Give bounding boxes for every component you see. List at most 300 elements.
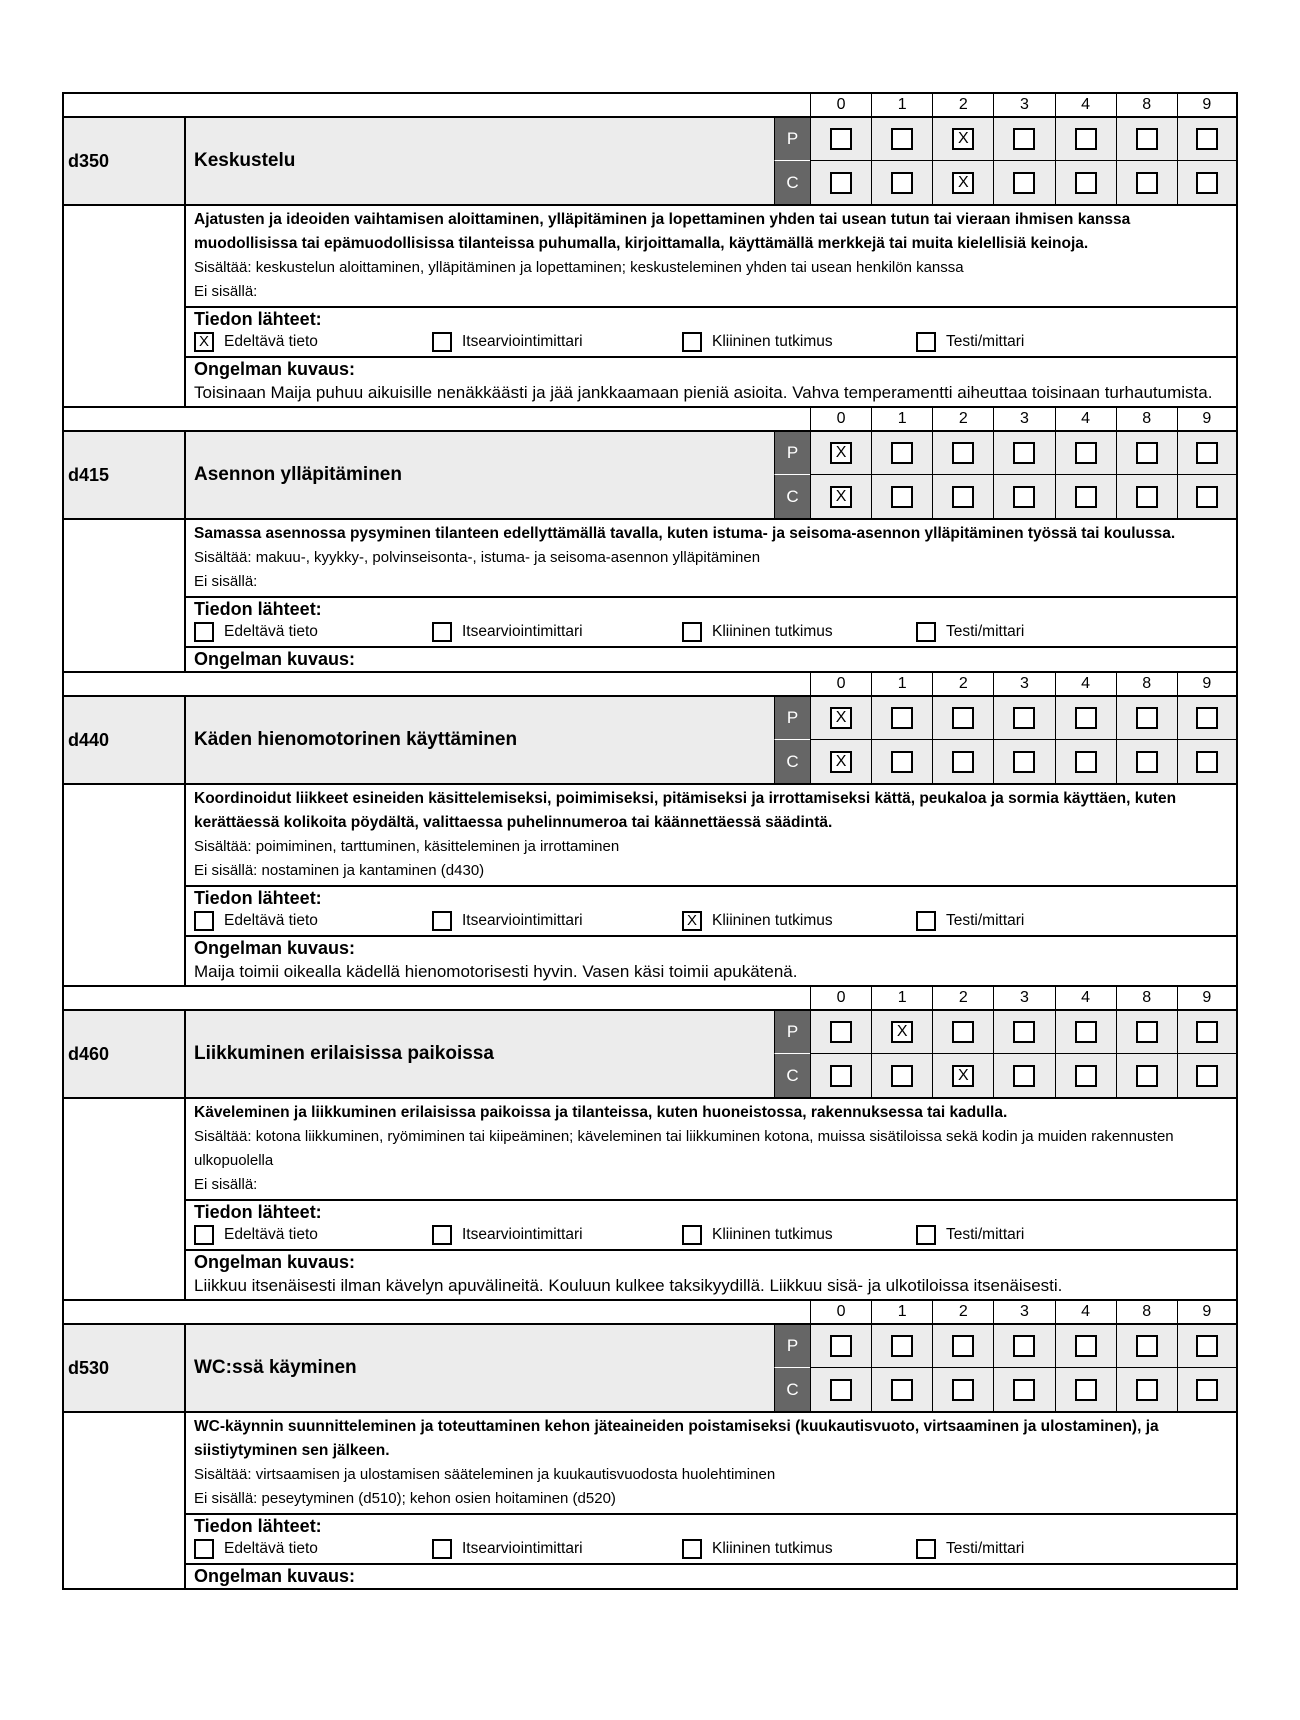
item-title: Keskustelu: [186, 118, 774, 204]
item-title: WC:ssä käyminen: [186, 1325, 774, 1411]
c-checkbox-8[interactable]: [1136, 1065, 1158, 1087]
p-checkbox-0[interactable]: X: [830, 707, 852, 729]
source-label: Edeltävä tieto: [224, 623, 318, 640]
scale-header-0: 0: [810, 671, 871, 697]
c-row-label: C: [774, 1368, 810, 1411]
c-row-label: C: [774, 1054, 810, 1097]
item-d440: [62, 671, 1238, 985]
source-option[interactable]: [194, 1225, 318, 1245]
c-checkbox-1[interactable]: [891, 1379, 913, 1401]
c-checkbox-1[interactable]: [891, 486, 913, 508]
c-cell-3: [993, 161, 1054, 204]
scale-header-3: 3: [993, 406, 1054, 432]
p-row-label: P: [774, 1325, 810, 1368]
source-checkbox[interactable]: [432, 911, 452, 931]
source-option[interactable]: [682, 911, 833, 931]
scale-header-3: 3: [993, 1299, 1054, 1325]
definition-text: Koordinoidut liikkeet esineiden käsittelemiseksi, poimimiseksi, pitämiseksi ja irrottamiseksi kättä, peukaloa ja sormia käyttäen, kuten kerättäessä kolikoita pöydältä, valittaessa puhelinnumeroa tai käännettäessä säädintä.: [194, 790, 1177, 831]
p-checkbox-3[interactable]: [1013, 442, 1035, 464]
information-sources: [186, 596, 1238, 646]
c-cell-9: [1177, 1054, 1238, 1097]
source-option[interactable]: [432, 1225, 583, 1245]
source-label: Edeltävä tieto: [224, 912, 318, 929]
p-cell-1: [871, 432, 932, 475]
c-cell-2: [932, 740, 993, 783]
problem-description: [186, 1249, 1238, 1299]
information-sources: [186, 306, 1238, 356]
source-option[interactable]: [916, 332, 1024, 352]
c-checkbox-3[interactable]: [1013, 751, 1035, 773]
excludes-text: Ei sisällä: nostaminen ja kantaminen (d430): [194, 862, 485, 879]
c-cell-0: [810, 161, 871, 204]
problem-heading: Ongelman kuvaus:: [194, 938, 356, 958]
excludes-text: Ei sisällä:: [194, 573, 258, 590]
p-checkbox-3[interactable]: [1013, 1335, 1035, 1357]
c-checkbox-2[interactable]: [952, 486, 974, 508]
sources-options: [194, 1537, 1230, 1561]
p-checkbox-2[interactable]: [952, 1335, 974, 1357]
source-checkbox[interactable]: [432, 622, 452, 642]
p-checkbox-2[interactable]: [952, 1021, 974, 1043]
c-checkbox-3[interactable]: [1013, 1379, 1035, 1401]
source-checkbox[interactable]: [194, 1539, 214, 1559]
source-checkbox[interactable]: [194, 911, 214, 931]
c-cell-0: [810, 1054, 871, 1097]
p-cell-9: [1177, 118, 1238, 161]
p-cell-0: [810, 432, 871, 475]
c-cell-4: [1055, 1054, 1116, 1097]
description-spacer: [62, 783, 186, 885]
c-checkbox-9[interactable]: [1196, 172, 1218, 194]
problem-description: [186, 1563, 1238, 1590]
source-label: Itsearviointimittari: [462, 333, 583, 350]
c-cell-2: [932, 475, 993, 518]
c-cell-2: [932, 161, 993, 204]
description-spacer: [62, 204, 186, 306]
item-code: d415: [62, 432, 186, 518]
source-label: Kliininen tutkimus: [712, 1226, 833, 1243]
c-checkbox-2[interactable]: [952, 1379, 974, 1401]
c-checkbox-9[interactable]: [1196, 1065, 1218, 1087]
p-checkbox-8[interactable]: [1136, 707, 1158, 729]
source-label: Kliininen tutkimus: [712, 1540, 833, 1557]
definition-text: Käveleminen ja liikkuminen erilaisissa paikoissa ja tilanteissa, kuten huoneistossa, rakennuksessa tai kadulla.: [194, 1104, 1008, 1121]
scale-header-1: 1: [871, 671, 932, 697]
source-checkbox[interactable]: X: [194, 332, 214, 352]
c-checkbox-8[interactable]: [1136, 172, 1158, 194]
p-checkbox-4[interactable]: [1075, 707, 1097, 729]
source-label: Kliininen tutkimus: [712, 333, 833, 350]
c-checkbox-3[interactable]: [1013, 486, 1035, 508]
p-cell-4: [1055, 1011, 1116, 1054]
p-checkbox-3[interactable]: [1013, 1021, 1035, 1043]
problem-heading: Ongelman kuvaus:: [194, 359, 356, 379]
c-cell-4: [1055, 1368, 1116, 1411]
source-option[interactable]: [916, 911, 1024, 931]
source-label: Edeltävä tieto: [224, 1540, 318, 1557]
p-cell-4: [1055, 1325, 1116, 1368]
source-option[interactable]: [916, 1225, 1024, 1245]
scale-header-4: 4: [1055, 985, 1116, 1011]
icf-assessment-form: [62, 92, 1238, 1590]
source-label: Testi/mittari: [946, 1540, 1025, 1557]
p-checkbox-2[interactable]: [952, 442, 974, 464]
excludes-text: Ei sisällä: peseytyminen (d510); kehon osien hoitaminen (d520): [194, 1490, 616, 1507]
p-cell-0: [810, 1011, 871, 1054]
c-cell-4: [1055, 475, 1116, 518]
c-cell-0: [810, 475, 871, 518]
item-d415: [62, 406, 1238, 671]
c-cell-3: [993, 740, 1054, 783]
definition-text: Samassa asennossa pysyminen tilanteen edellyttämällä tavalla, kuten istuma- ja seisoma-asennon ylläpitäminen työssä tai koulussa.: [194, 525, 1176, 542]
p-row-label: P: [774, 1011, 810, 1054]
c-checkbox-1[interactable]: [891, 172, 913, 194]
source-checkbox[interactable]: [432, 332, 452, 352]
p-cell-1: [871, 697, 932, 740]
source-option[interactable]: [432, 622, 583, 642]
p-cell-8: [1116, 697, 1177, 740]
c-row-label: C: [774, 475, 810, 518]
c-checkbox-1[interactable]: [891, 1065, 913, 1087]
c-checkbox-2[interactable]: X: [952, 1065, 974, 1087]
source-option[interactable]: [682, 332, 833, 352]
scale-header-1: 1: [871, 985, 932, 1011]
sources-heading: Tiedon lähteet:: [194, 1516, 322, 1536]
p-checkbox-1[interactable]: [891, 128, 913, 150]
definition-text: WC-käynnin suunnitteleminen ja toteuttaminen kehon jäteaineiden poistamiseksi (kuukautisvuoto, virtsaaminen ja ulostaminen), ja siistiytyminen sen jälkeen.: [194, 1418, 1159, 1459]
c-checkbox-8[interactable]: [1136, 486, 1158, 508]
item-d350: [62, 92, 1238, 406]
scale-header-0: 0: [810, 92, 871, 118]
description: [186, 1411, 1238, 1513]
p-cell-4: [1055, 697, 1116, 740]
p-checkbox-3[interactable]: [1013, 707, 1035, 729]
description: [186, 204, 1238, 306]
scale-header-blank: [62, 985, 810, 1011]
source-label: Testi/mittari: [946, 912, 1025, 929]
scale-header-2: 2: [932, 92, 993, 118]
scale-header-4: 4: [1055, 1299, 1116, 1325]
c-checkbox-0[interactable]: [830, 172, 852, 194]
source-option[interactable]: [682, 622, 833, 642]
information-sources: [186, 885, 1238, 935]
source-option[interactable]: [682, 1539, 833, 1559]
c-checkbox-1[interactable]: [891, 751, 913, 773]
p-checkbox-8[interactable]: [1136, 442, 1158, 464]
p-checkbox-4[interactable]: [1075, 1335, 1097, 1357]
c-checkbox-4[interactable]: [1075, 486, 1097, 508]
p-cell-9: [1177, 1011, 1238, 1054]
c-cell-1: [871, 1054, 932, 1097]
description: [186, 1097, 1238, 1199]
source-option[interactable]: [916, 622, 1024, 642]
problem-spacer: [62, 356, 186, 406]
scale-header-8: 8: [1116, 92, 1177, 118]
scale-header-0: 0: [810, 406, 871, 432]
source-option[interactable]: [432, 332, 583, 352]
scale-header-2: 2: [932, 406, 993, 432]
p-checkbox-0[interactable]: [830, 128, 852, 150]
p-checkbox-9[interactable]: [1196, 128, 1218, 150]
source-label: Itsearviointimittari: [462, 1540, 583, 1557]
problem-text: Maija toimii oikealla kädellä hienomotorisesti hyvin. Vasen käsi toimii apukätenä.: [194, 962, 798, 981]
scale-header-9: 9: [1177, 1299, 1238, 1325]
p-cell-2: [932, 1011, 993, 1054]
source-option[interactable]: [194, 911, 318, 931]
problem-heading: Ongelman kuvaus:: [194, 649, 356, 669]
p-cell-3: [993, 697, 1054, 740]
problem-description: [186, 356, 1238, 406]
scale-header-3: 3: [993, 985, 1054, 1011]
p-checkbox-0[interactable]: [830, 1021, 852, 1043]
source-label: Kliininen tutkimus: [712, 623, 833, 640]
scale-header-blank: [62, 406, 810, 432]
item-code: d350: [62, 118, 186, 204]
c-checkbox-4[interactable]: [1075, 172, 1097, 194]
sources-spacer: [62, 596, 186, 646]
p-cell-3: [993, 432, 1054, 475]
description-spacer: [62, 518, 186, 596]
p-checkbox-8[interactable]: [1136, 1021, 1158, 1043]
source-checkbox[interactable]: [916, 1225, 936, 1245]
source-label: Itsearviointimittari: [462, 912, 583, 929]
c-checkbox-0[interactable]: X: [830, 751, 852, 773]
includes-text: Sisältää: virtsaamisen ja ulostamisen sääteleminen ja kuukautisvuodosta huolehtiminen: [194, 1466, 776, 1483]
scale-header-9: 9: [1177, 406, 1238, 432]
source-checkbox[interactable]: [432, 1539, 452, 1559]
problem-spacer: [62, 1249, 186, 1299]
scale-header-4: 4: [1055, 671, 1116, 697]
problem-description: [186, 935, 1238, 985]
source-checkbox[interactable]: [916, 1539, 936, 1559]
p-cell-1: [871, 1011, 932, 1054]
scale-header-8: 8: [1116, 671, 1177, 697]
source-checkbox[interactable]: [682, 1225, 702, 1245]
source-option[interactable]: [194, 1539, 318, 1559]
includes-text: Sisältää: keskustelun aloittaminen, ylläpitäminen ja lopettaminen; keskusteleminen yhden tai usean henkilön kanssa: [194, 259, 964, 276]
item-code: d460: [62, 1011, 186, 1097]
p-checkbox-8[interactable]: [1136, 128, 1158, 150]
c-cell-8: [1116, 475, 1177, 518]
excludes-text: Ei sisällä:: [194, 1176, 258, 1193]
c-cell-9: [1177, 161, 1238, 204]
c-checkbox-8[interactable]: [1136, 751, 1158, 773]
scale-header-blank: [62, 92, 810, 118]
item-d460: [62, 985, 1238, 1299]
c-checkbox-3[interactable]: [1013, 1065, 1035, 1087]
description: [186, 783, 1238, 885]
scale-header-0: 0: [810, 985, 871, 1011]
source-label: Testi/mittari: [946, 333, 1025, 350]
scale-header-8: 8: [1116, 1299, 1177, 1325]
p-checkbox-0[interactable]: X: [830, 442, 852, 464]
item-code: d530: [62, 1325, 186, 1411]
p-cell-9: [1177, 697, 1238, 740]
source-checkbox[interactable]: [682, 1539, 702, 1559]
sources-heading: Tiedon lähteet:: [194, 309, 322, 329]
c-cell-9: [1177, 1368, 1238, 1411]
p-cell-0: [810, 1325, 871, 1368]
scale-header-4: 4: [1055, 92, 1116, 118]
description-spacer: [62, 1097, 186, 1199]
information-sources: [186, 1199, 1238, 1249]
p-row-label: P: [774, 697, 810, 740]
p-row-label: P: [774, 432, 810, 475]
p-checkbox-1[interactable]: [891, 707, 913, 729]
p-cell-4: [1055, 432, 1116, 475]
c-cell-1: [871, 475, 932, 518]
scale-header-8: 8: [1116, 406, 1177, 432]
sources-spacer: [62, 1513, 186, 1563]
scale-header-1: 1: [871, 406, 932, 432]
c-checkbox-4[interactable]: [1075, 1065, 1097, 1087]
problem-spacer: [62, 646, 186, 671]
c-cell-2: [932, 1054, 993, 1097]
p-cell-3: [993, 118, 1054, 161]
p-cell-0: [810, 697, 871, 740]
c-checkbox-2[interactable]: X: [952, 172, 974, 194]
p-cell-3: [993, 1325, 1054, 1368]
p-cell-2: [932, 1325, 993, 1368]
source-option[interactable]: [432, 1539, 583, 1559]
c-checkbox-4[interactable]: [1075, 1379, 1097, 1401]
scale-header-blank: [62, 671, 810, 697]
item-title: Käden hienomotorinen käyttäminen: [186, 697, 774, 783]
c-cell-0: [810, 1368, 871, 1411]
item-code: d440: [62, 697, 186, 783]
source-option[interactable]: [194, 332, 318, 352]
c-cell-8: [1116, 740, 1177, 783]
p-cell-2: [932, 432, 993, 475]
p-checkbox-4[interactable]: [1075, 442, 1097, 464]
p-checkbox-9[interactable]: [1196, 1021, 1218, 1043]
scale-header-9: 9: [1177, 671, 1238, 697]
scale-header-3: 3: [993, 92, 1054, 118]
p-cell-0: [810, 118, 871, 161]
problem-text: Liikkuu itsenäisesti ilman kävelyn apuvälineitä. Kouluun kulkee taksikyydillä. Liikkuu sisä- ja ulkotiloissa itsenäisesti.: [194, 1276, 1063, 1295]
scale-header-0: 0: [810, 1299, 871, 1325]
includes-text: Sisältää: kotona liikkuminen, ryömiminen tai kiipeäminen; käveleminen tai liikkuminen kotona, muissa sisätiloissa sekä kodin ja muiden rakennusten ulkopuolella: [194, 1128, 1174, 1169]
item-title: Asennon ylläpitäminen: [186, 432, 774, 518]
p-checkbox-9[interactable]: [1196, 1335, 1218, 1357]
scale-header-9: 9: [1177, 985, 1238, 1011]
c-cell-0: [810, 740, 871, 783]
c-cell-8: [1116, 1368, 1177, 1411]
p-checkbox-3[interactable]: [1013, 128, 1035, 150]
problem-heading: Ongelman kuvaus:: [194, 1252, 356, 1272]
problem-spacer: [62, 1563, 186, 1590]
c-checkbox-3[interactable]: [1013, 172, 1035, 194]
p-checkbox-1[interactable]: [891, 1335, 913, 1357]
source-option[interactable]: [194, 622, 318, 642]
source-checkbox[interactable]: [682, 622, 702, 642]
source-checkbox[interactable]: [682, 332, 702, 352]
c-checkbox-9[interactable]: [1196, 486, 1218, 508]
scale-header-3: 3: [993, 671, 1054, 697]
p-checkbox-9[interactable]: [1196, 707, 1218, 729]
scale-header-8: 8: [1116, 985, 1177, 1011]
source-checkbox[interactable]: [916, 332, 936, 352]
source-checkbox[interactable]: [916, 911, 936, 931]
problem-heading: Ongelman kuvaus:: [194, 1566, 356, 1586]
p-checkbox-2[interactable]: X: [952, 128, 974, 150]
source-checkbox[interactable]: [194, 622, 214, 642]
p-checkbox-1[interactable]: X: [891, 1021, 913, 1043]
p-checkbox-4[interactable]: [1075, 128, 1097, 150]
source-checkbox[interactable]: X: [682, 911, 702, 931]
p-cell-8: [1116, 118, 1177, 161]
source-option[interactable]: [916, 1539, 1024, 1559]
p-cell-4: [1055, 118, 1116, 161]
source-checkbox[interactable]: [432, 1225, 452, 1245]
sources-heading: Tiedon lähteet:: [194, 599, 322, 619]
description-spacer: [62, 1411, 186, 1513]
p-checkbox-4[interactable]: [1075, 1021, 1097, 1043]
sources-options: [194, 620, 1230, 644]
c-cell-9: [1177, 475, 1238, 518]
c-checkbox-9[interactable]: [1196, 751, 1218, 773]
c-cell-3: [993, 1368, 1054, 1411]
c-checkbox-4[interactable]: [1075, 751, 1097, 773]
p-checkbox-8[interactable]: [1136, 1335, 1158, 1357]
p-cell-2: [932, 697, 993, 740]
c-cell-8: [1116, 161, 1177, 204]
c-checkbox-2[interactable]: [952, 751, 974, 773]
source-label: Testi/mittari: [946, 1226, 1025, 1243]
item-title: Liikkuminen erilaisissa paikoissa: [186, 1011, 774, 1097]
source-option[interactable]: [682, 1225, 833, 1245]
p-checkbox-0[interactable]: [830, 1335, 852, 1357]
c-checkbox-9[interactable]: [1196, 1379, 1218, 1401]
scale-header-4: 4: [1055, 406, 1116, 432]
excludes-text: Ei sisällä:: [194, 283, 258, 300]
c-checkbox-0[interactable]: X: [830, 486, 852, 508]
p-checkbox-9[interactable]: [1196, 442, 1218, 464]
definition-text: Ajatusten ja ideoiden vaihtamisen aloittaminen, ylläpitäminen ja lopettaminen yhden tai usean tutun tai vieraan ihmisen kanssa muodollisissa tai epämuodollisissa tilanteissa puhumalla, kirjoittamalla, käyttämällä merkkejä tai muita kielellisiä keinoja.: [194, 211, 1131, 252]
p-checkbox-2[interactable]: [952, 707, 974, 729]
p-cell-8: [1116, 1011, 1177, 1054]
source-label: Kliininen tutkimus: [712, 912, 833, 929]
source-checkbox[interactable]: [916, 622, 936, 642]
source-label: Edeltävä tieto: [224, 1226, 318, 1243]
sources-heading: Tiedon lähteet:: [194, 888, 322, 908]
c-cell-1: [871, 740, 932, 783]
scale-header-2: 2: [932, 671, 993, 697]
item-d530: [62, 1299, 1238, 1590]
p-cell-1: [871, 118, 932, 161]
c-checkbox-8[interactable]: [1136, 1379, 1158, 1401]
scale-header-9: 9: [1177, 92, 1238, 118]
includes-text: Sisältää: makuu-, kyykky-, polvinseisonta-, istuma- ja seisoma-asennon ylläpitäminen: [194, 549, 761, 566]
c-cell-9: [1177, 740, 1238, 783]
source-label: Itsearviointimittari: [462, 1226, 583, 1243]
p-cell-1: [871, 1325, 932, 1368]
scale-header-1: 1: [871, 1299, 932, 1325]
c-cell-4: [1055, 740, 1116, 783]
c-checkbox-0[interactable]: [830, 1065, 852, 1087]
source-option[interactable]: [432, 911, 583, 931]
sources-options: [194, 1223, 1230, 1247]
sources-spacer: [62, 306, 186, 356]
c-checkbox-0[interactable]: [830, 1379, 852, 1401]
scale-header-2: 2: [932, 985, 993, 1011]
sources-options: [194, 909, 1230, 933]
c-cell-8: [1116, 1054, 1177, 1097]
p-checkbox-1[interactable]: [891, 442, 913, 464]
source-label: Edeltävä tieto: [224, 333, 318, 350]
sources-spacer: [62, 1199, 186, 1249]
source-checkbox[interactable]: [194, 1225, 214, 1245]
